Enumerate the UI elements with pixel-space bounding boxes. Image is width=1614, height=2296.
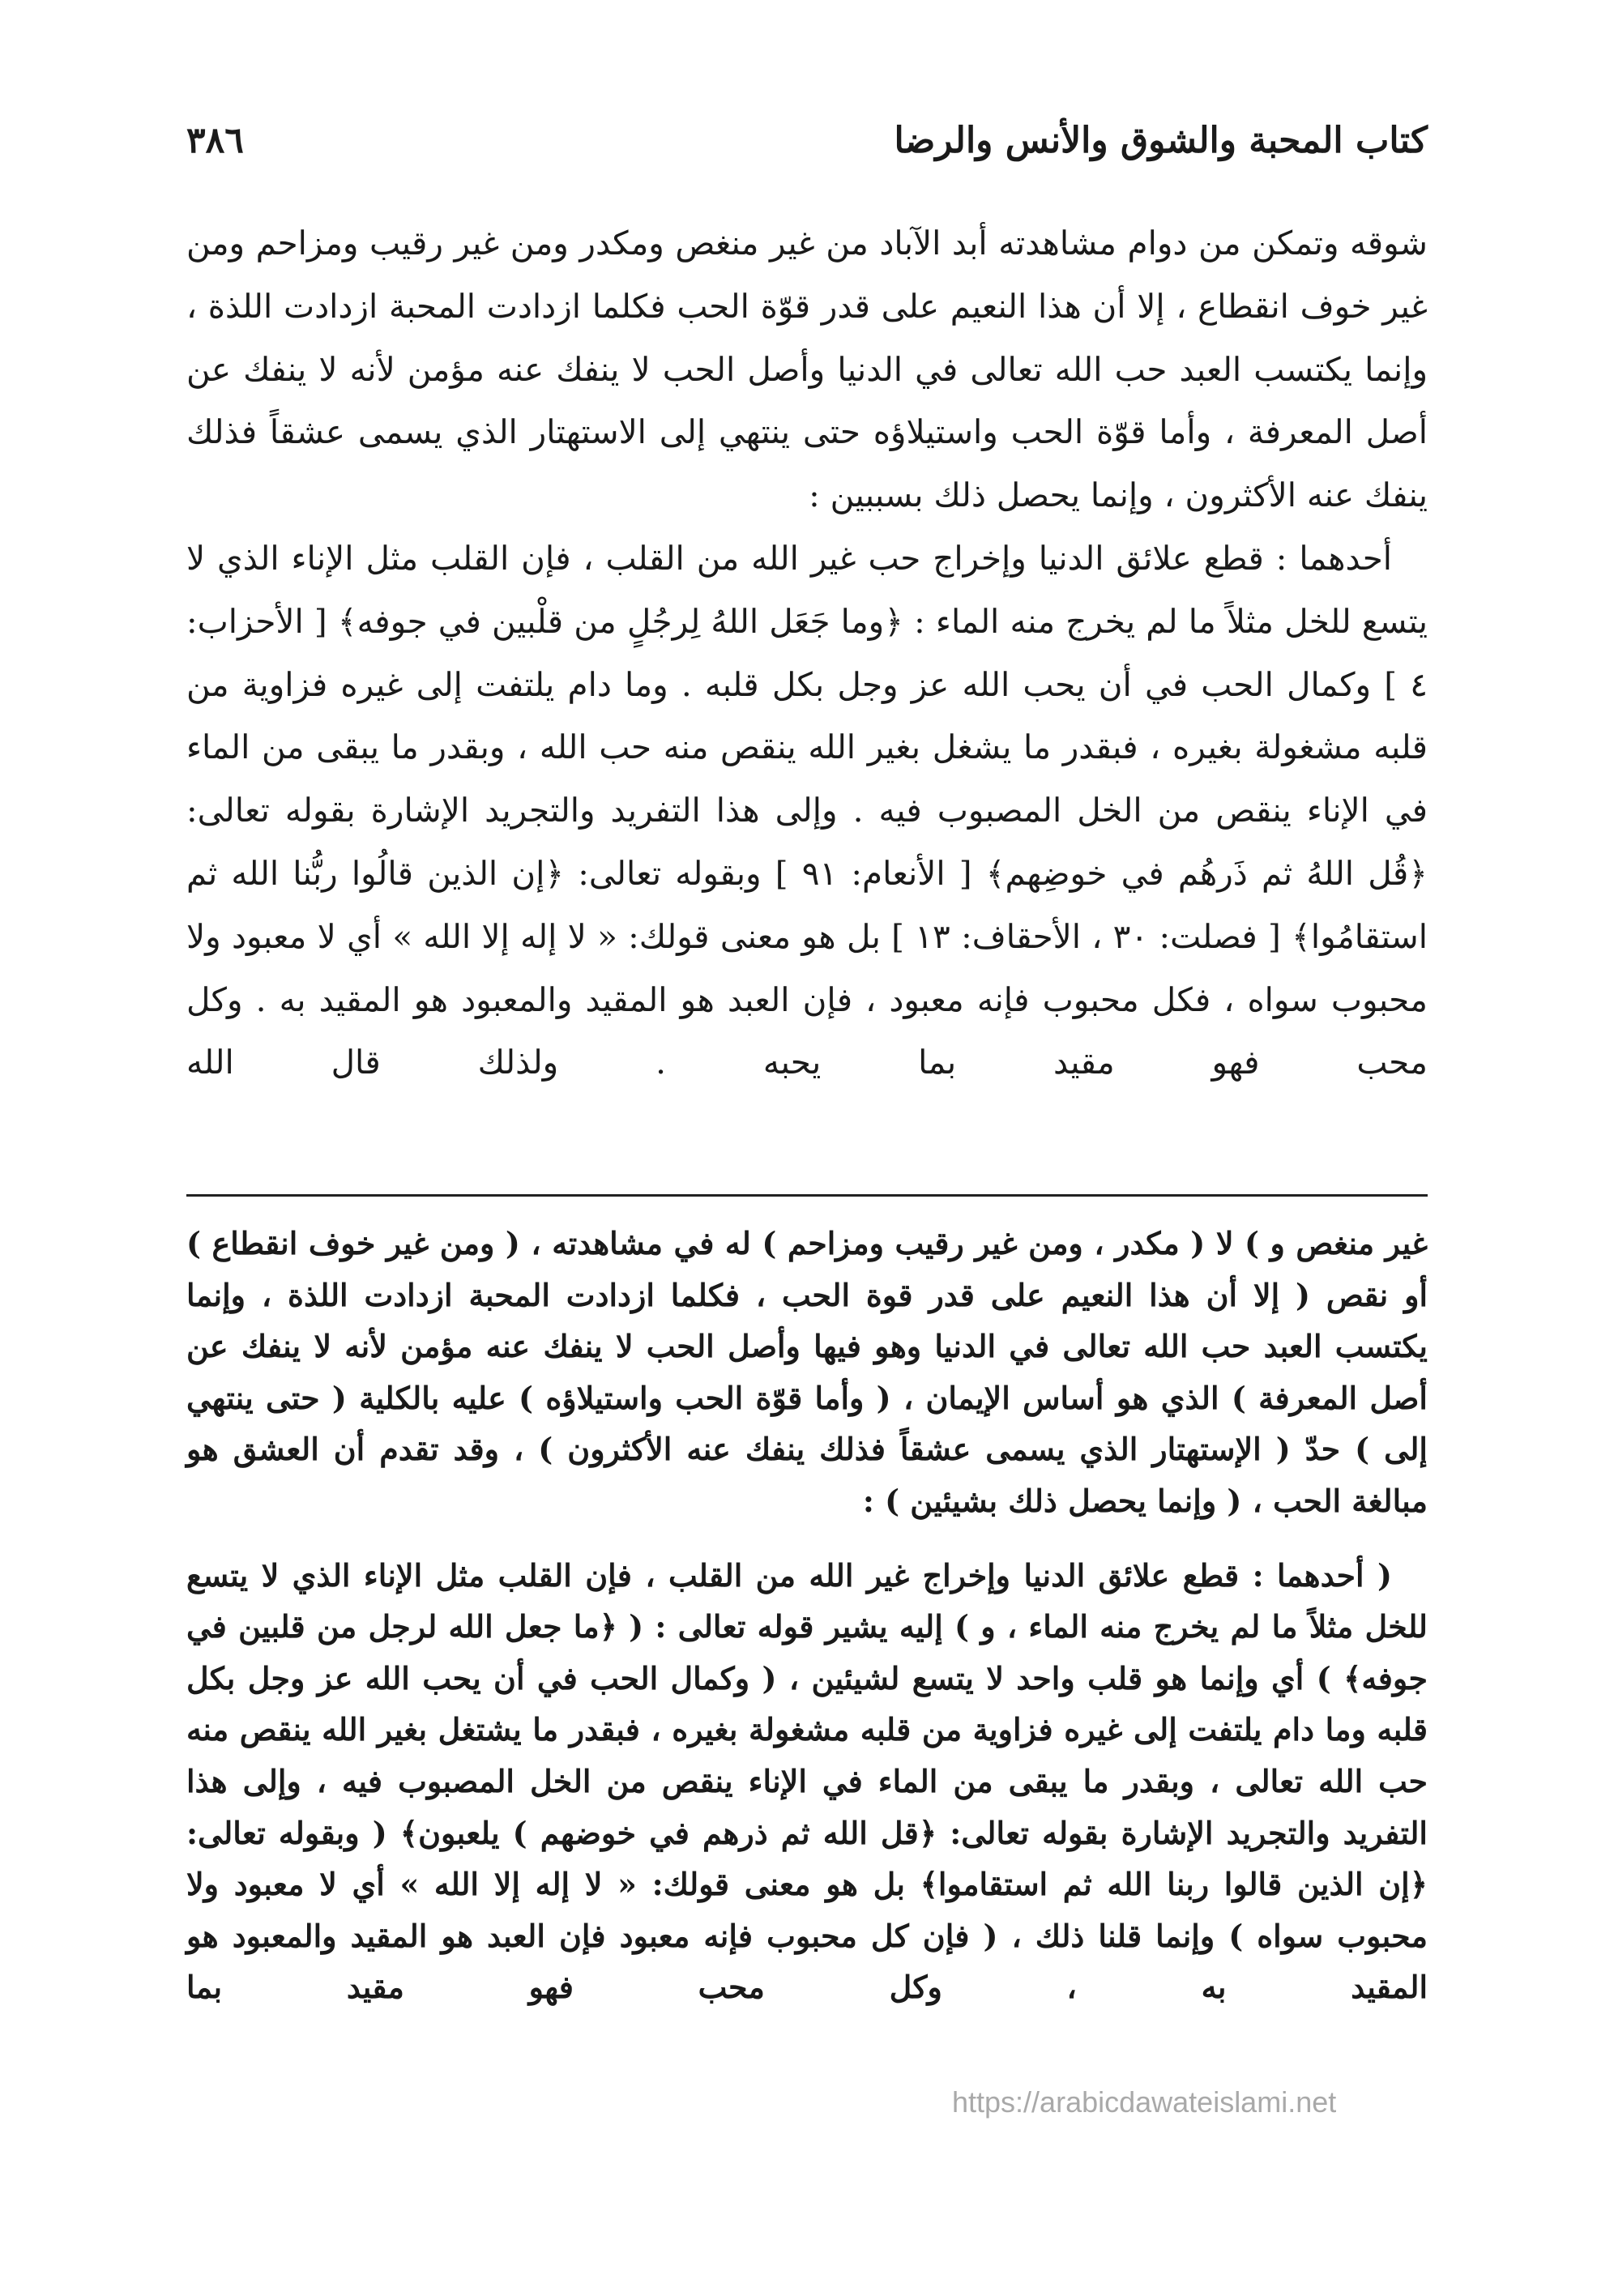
- main-paragraph: أحدهما : قطع علائق الدنيا وإخراج حب غير الله من القلب ، فإن القلب مثل الإناء الذي لا يتسع للخل مثلاً ما لم يخرج منه الماء : ﴿وما جَعَل اللهُ لِرجُلٍ من قلْبين في جوفه﴾ [ الأحزاب: ٤ ] وكمال الحب في أن يحب الله عز وجل بكل قلبه . وما دام يلتفت إلى غيره فزاوية من قلبه مشغولة بغيره ، فبقدر ما يشغل بغير الله ينقص منه حب الله ، وبقدر ما يبقى من الماء في الإناء ينقص من الخل المصبوب فيه . وإلى هذا التفريد والتجريد الإشارة بقوله تعالى: ﴿قُل اللهُ ثم ذَرهُم في خوضِهم﴾ [ الأنعام: ٩١ ] وبقوله تعالى: ﴿إن الذين قالُوا ربُّنا الله ثم استقامُوا﴾ [ فصلت: ٣٠ ، الأحقاف: ١٣ ] بل هو معنى قولك: « لا إله إلا الله » أي لا معبود ولا محبوب سواه ، فكل محبوب فإنه معبود ، فإن العبد هو المقيد والمعبود هو المقيد به . وكل محب فهو مقيد بما يحبه . ولذلك قال الله: [186, 538, 1428, 1082]
- main-paragraph: شوقه وتمكن من دوام مشاهدته أبد الآباد من غير منغص ومكدر ومن غير رقيب ومزاحم ومن غير خوف انقطاع ، إلا أن هذا النعيم على قدر قوّة الحب فكلما ازدادت المحبة ازدادت اللذة ، وإنما يكتسب العبد حب الله تعالى في الدنيا وأصل الحب لا ينفك عنه مؤمن لأنه لا ينفك عن أصل المعرفة ، وأما قوّة الحب واستيلاؤه حتى ينتهي إلى الاستهتار الذي يسمى عشقاً فذلك ينفك عنه الأكثرون ، وإنما يحصل ذلك بسببين :: [186, 224, 1428, 515]
- page-number: ٣٨٦: [186, 119, 244, 161]
- commentary-text: [186, 1218, 1428, 2013]
- commentary-paragraph: ( أحدهما : قطع علائق الدنيا وإخراج غير الله من القلب ، فإن القلب مثل الإناء الذي لا يتسع للخل مثلاً ما لم يخرج منه الماء ، و ) إليه يشير قوله تعالى : ( ﴿ما جعل الله لرجل من قلبين في جوفه﴾ ) أي وإنما هو قلب واحد لا يتسع لشيئين ، ( وكمال الحب في أن يحب الله عز وجل بكل قلبه وما دام يلتفت إلى غيره فزاوية من قلبه مشغولة بغيره ، فبقدر ما يشتغل بغير الله ينقص منه حب الله تعالى ، وبقدر ما يبقى من الماء في الإناء ينقص من الخل المصبوب فيه ، وإلى هذا التفريد والتجريد الإشارة بقوله تعالى: ﴿قل الله ثم ذرهم في خوضهم ) يلعبون﴾ ( وبقوله تعالى: ﴿إن الذين قالوا ربنا الله ثم استقاموا﴾ بل هو معنى قولك: « لا إله إلا الله » أي لا معبود ولا محبوب سواه ) وإنما قلنا ذلك ، ( فإن كل محبوب فإنه معبود فإن العبد هو المقيد والمعبود هو المقيد به ، وكل محب فهو مقيد بما: [186, 1556, 1428, 2006]
- commentary-paragraph: غير منغص و ) لا ( مكدر ، ومن غير رقيب ومزاحم ) له في مشاهدته ، ( ومن غير خوف انقطاع ) أو نقص ( إلا أن هذا النعيم على قدر قوة الحب ، فكلما ازدادت المحبة ازدادت اللذة ، وإنما يكتسب العبد حب الله تعالى في الدنيا وهو فيها وأصل الحب لا ينفك عنه مؤمن لأنه لا ينفك عن أصل المعرفة ) الذي هو أساس الإيمان ، ( وأما قوّة الحب واستيلاؤه ) عليه بالكلية ( حتى ينتهي إلى ) حدّ ( الإستهتار الذي يسمى عشقاً فذلك ينفك عنه الأكثرون ) ، وقد تقدم أن العشق هو مبالغة الحب ، ( وإنما يحصل ذلك بشيئين ) :: [186, 1225, 1428, 1519]
- main-text: [186, 212, 1428, 1095]
- running-title: كتاب المحبة والشوق والأنس والرضا: [894, 119, 1428, 161]
- watermark-url: https://arabicdawateislami.net: [952, 2085, 1337, 2119]
- footnote-divider: [186, 1194, 1428, 1197]
- page-header: [186, 112, 1428, 169]
